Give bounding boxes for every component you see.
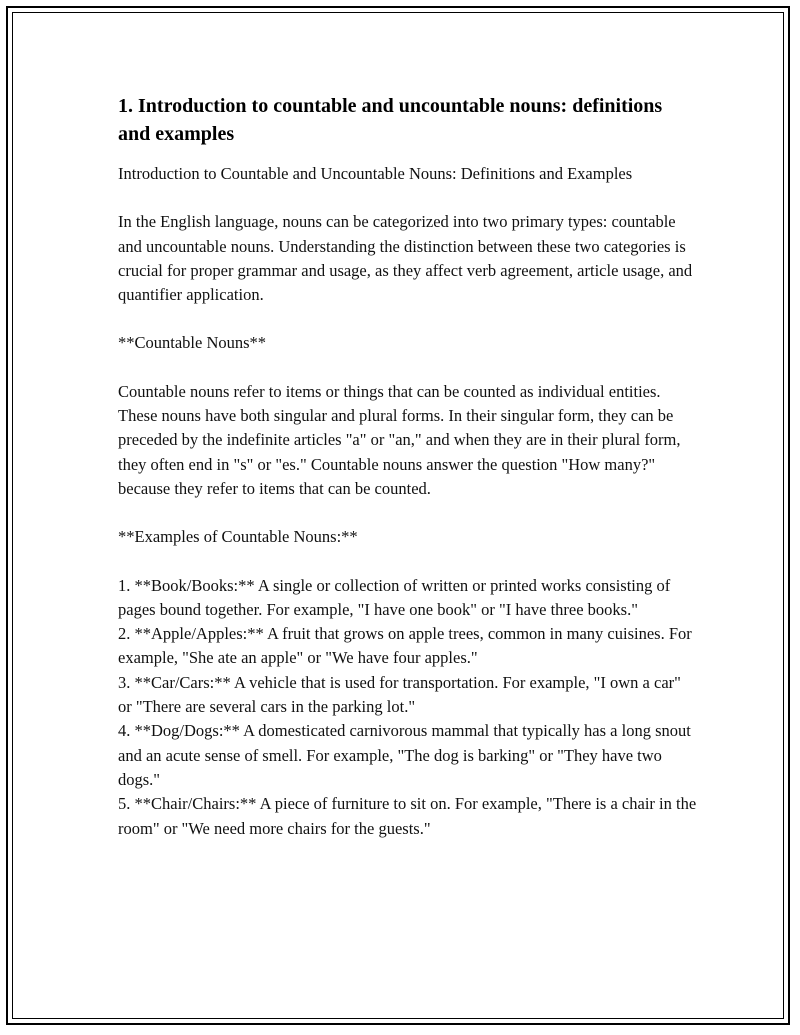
intro-paragraph: In the English language, nouns can be categorized into two primary types: countable and uncountable nouns. Understanding the distinction between these two categories is crucial for proper grammar and usage, as they affect verb agreement, article usage, and quantifier application.: [118, 212, 693, 305]
examples-heading: **Examples of Countable Nouns:**: [118, 527, 358, 547]
examples-list: [118, 574, 698, 841]
example-item-car: 3. **Car/Cars:** A vehicle that is used for transportation. For example, "I own a car" or "There are several cars in the parking lot.": [118, 672, 681, 717]
example-item-book: 1. **Book/Books:** A single or collection of written or printed works consisting of pages bound together. For example, "I have one book" or "I have three books.": [118, 575, 671, 619]
countable-nouns-heading: **Countable Nouns**: [118, 333, 267, 353]
example-item-dog: 4. **Dog/Dogs:** A domesticated carnivorous mammal that typically has a long snout and an acute sense of smell. For example, "The dog is barking" or "They have two dogs.": [118, 721, 691, 789]
example-item-apple: 2. **Apple/Apples:** A fruit that grows on apple trees, common in many cuisines. For example, "She ate an apple" or "We have four apples.": [118, 624, 692, 668]
document-body: [118, 92, 698, 841]
countable-nouns-definition: Countable nouns refer to items or things that can be counted as individual entities. These nouns have both singular and plural forms. In their singular form, they can be preceded by the indefinite articles "a" or "an," and when they are in their plural form, they often end in "s" or "es." Countable nouns answer the question "How many?" because they refer to items that can be counted.: [118, 381, 681, 498]
example-item-chair: 5. **Chair/Chairs:** A piece of furniture to sit on. For example, "There is a chair in the room" or "We need more chairs for the guests.": [118, 794, 697, 838]
document-subtitle: Introduction to Countable and Uncountable Nouns: Definitions and Examples: [118, 164, 633, 183]
document-heading: 1. Introduction to countable and uncountable nouns: definitions and examples: [118, 95, 663, 145]
